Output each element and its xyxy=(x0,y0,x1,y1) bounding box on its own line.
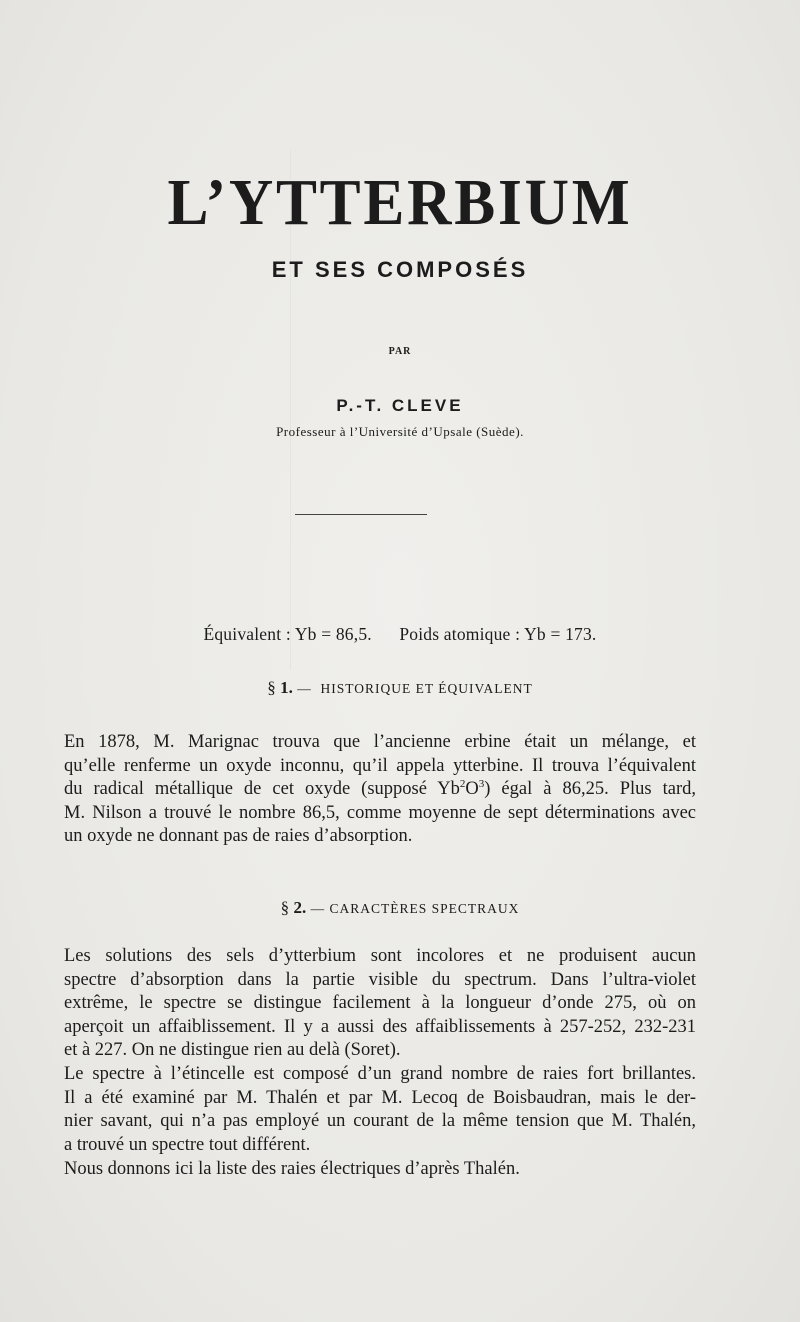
formula-subscript-3: 3 xyxy=(478,778,485,790)
paragraph-line-list-intro xyxy=(64,1158,696,1182)
section-heading-1 xyxy=(0,678,800,698)
section-sign: § xyxy=(280,898,290,917)
equivalent-line xyxy=(0,624,800,645)
author-name: P.-T. CLEVE xyxy=(336,396,464,415)
paragraph-spark-spectrum xyxy=(64,1063,696,1157)
paragraph-history xyxy=(64,731,696,849)
author-affiliation: Professeur à l’Université d’Upsale (Suède). xyxy=(276,424,524,439)
section-dash: — xyxy=(297,681,312,696)
section-sign: § xyxy=(267,678,276,697)
by-label: PAR xyxy=(388,346,412,357)
section-title: HISTORIQUE ET ÉQUIVALENT xyxy=(320,681,533,696)
text-line-formula xyxy=(64,778,696,802)
text-line: Il a été examiné par M. Thalén et par M. Lecoq de Boisbaudran, mais le der- xyxy=(64,1087,696,1108)
text-line: Nous donnons ici la liste des raies électriques d’après Thalén. xyxy=(64,1159,520,1179)
text-line: du radical métallique de cet oxyde (supposé Yb xyxy=(64,779,460,799)
text-line: M. Nilson a trouvé le nombre 86,5, comme moyenne de sept déterminations avec xyxy=(64,802,696,823)
text-line: Le spectre à l’étincelle est composé d’un grand nombre de raies fort brillantes. xyxy=(64,1064,696,1084)
section-dash: — xyxy=(310,901,326,916)
formula-rest: ) égal à 86,25. Plus tard, xyxy=(484,779,696,799)
section-title: CARACTÈRES SPECTRAUX xyxy=(329,901,520,916)
document-subtitle: ET SES COMPOSÉS xyxy=(271,257,529,282)
section-number: 1. xyxy=(280,678,293,697)
text-line: Les solutions des sels d’ytterbium sont incolores et ne produisent aucun xyxy=(64,946,696,966)
text-line: spectre d’absorption dans la partie visible du spectrum. Dans l’ultra-violet xyxy=(64,969,696,990)
formula-subscript-2: 2 xyxy=(459,778,466,790)
paragraph-absorption xyxy=(64,945,696,1063)
formula-oxygen: O xyxy=(465,779,479,799)
text-line: qu’elle renferme un oxyde inconnu, qu’il appela ytterbine. Il trouva l’équivalent xyxy=(64,755,696,776)
text-line: nier savant, qui n’a pas employé un courant de la même tension que M. Thalén, xyxy=(64,1111,696,1131)
document-title: L’YTTERBIUM xyxy=(167,166,633,239)
text-line: extrême, le spectre se distingue facilement à la longueur d’onde 275, où on xyxy=(64,993,696,1013)
text-line: aperçoit un affaiblissement. Il y a aussi des affaiblissements à 257-252, 232-231 xyxy=(64,1016,696,1037)
equivalent-value: Équivalent : Yb = 86,5. xyxy=(203,624,372,644)
section-heading-2 xyxy=(0,898,800,918)
text-line: un oxyde ne donnant pas de raies d’absorption. xyxy=(64,826,413,846)
text-line: et à 227. On ne distingue rien au delà (Soret). xyxy=(64,1040,401,1060)
section-number: 2. xyxy=(293,898,307,917)
text-line: a trouvé un spectre tout différent. xyxy=(64,1134,311,1155)
title-divider xyxy=(295,514,427,515)
atomic-weight-value: Poids atomique : Yb = 173. xyxy=(399,624,597,644)
text-line: En 1878, M. Marignac trouva que l’ancienne erbine était un mélange, et xyxy=(64,732,696,752)
